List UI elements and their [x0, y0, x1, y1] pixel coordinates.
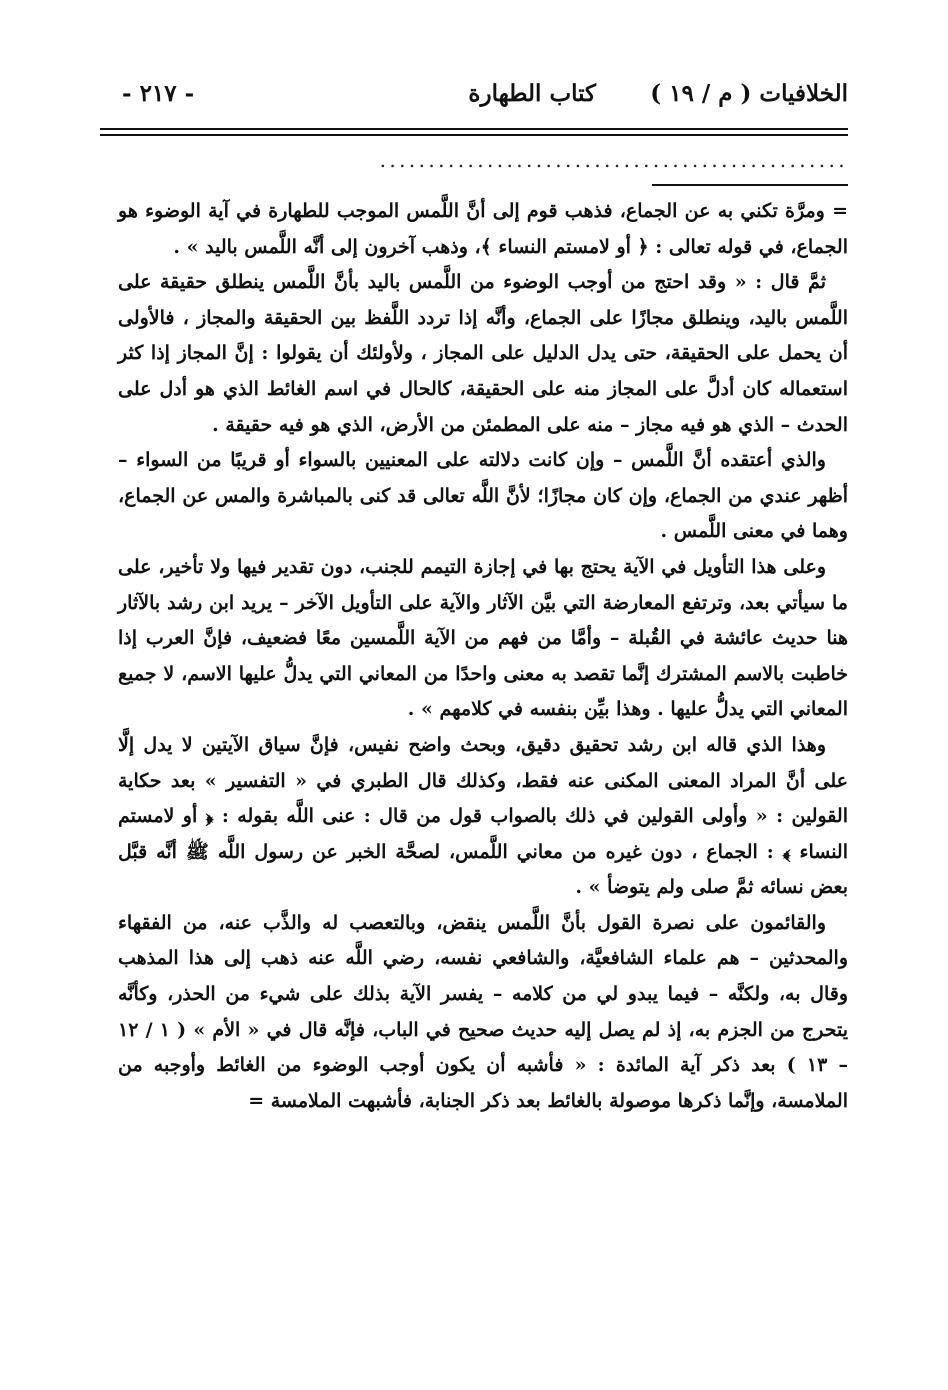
running-title: الخلافيات ( م / ١٩ )	[650, 80, 848, 107]
paragraph: والقائمون على نصرة القول بأنَّ اللَّمس ينقض، وبالتعصب له والذَّب عنه، من الفقهاء والمحدثين – هم علماء الشافعيَّة، والشافعي نفسه، رضي اللَّه عنه ذهب إلى هذا المذهب وقال به، ولكنَّه – فيما يبدو لي من كلامه – يفسر الآية بذلك على شيء من الحذر، وكأنَّه يتحرج من الجزم به، إذ لم يصل إليه حديث صحيح في الباب، فإنَّه قال في « الأم » ( ١ / ١٢ – ١٣ ) بعد ذكر آية المائدة : « فأشبه أن يكون أوجب الوضوء من الغائط وأوجبه من الملامسة، وإنَّما ذكرها موصولة بالغائط بعد ذكر الجنابة، فأشبهت الملامسة =	[118, 911, 849, 1112]
book-page	[118, 72, 848, 1119]
paragraph: = ومرَّة تكني به عن الجماع، فذهب قوم إلى أنَّ اللَّمس الموجب للطهارة في آية الوضوء هو الجماع، في قوله تعالى : ﴿ أو لامستم النساء ﴾، وذهب آخرون إلى أنَّه اللَّمس باليد » .	[118, 200, 848, 258]
paragraph: وهذا الذي قاله ابن رشد تحقيق دقيق، وبحث واضح نفيس، فإنَّ سياق الآيتين لا يدل إلَّا على أنَّ المراد المعنى المكنى عنه فقط، وكذلك قال الطبري في « التفسير » بعد حكاية القولين : « وأولى القولين في ذلك بالصواب قول من قال : عنى اللَّه بقوله : ﴿ أو لامستم النساء ﴾ : الجماع ، دون غيره من معاني اللَّمس، لصحَّة الخبر عن رسول اللَّه ﷺ أنَّه قبَّل بعض نسائه ثمَّ صلى ولم يتوضأ » .	[118, 733, 848, 899]
dotted-separator: ................................................	[379, 148, 848, 172]
page-number: - ٢١٧ -	[122, 80, 195, 107]
paragraph: ثمَّ قال : « وقد احتج من أوجب الوضوء من اللَّمس باليد بأنَّ اللَّمس ينطلق حقيقة على اللَّمس باليد، وينطلق مجازًا على الجماع، وأنَّه إذا تردد اللَّفظ بين الحقيقة والمجاز ، فالأولى أن يحمل على الحقيقة، حتى يدل الدليل على المجاز ، ولأولئك أن يقولوا : إنَّ المجاز إذا كثر استعماله كان أدلَّ على المجاز منه على الحقيقة، كالحال في اسم الغائط الذي هو أدل على الحدث – الذي هو فيه مجاز – منه على المطمئن من الأرض، الذي هو فيه حقيقة .	[118, 271, 848, 436]
footnote-rule	[652, 184, 848, 186]
paragraph: وعلى هذا التأويل في الآية يحتج بها في إجازة التيمم للجنب، دون تقدير فيها ولا تأخير، على ما سيأتي بعد، وترتفع المعارضة التي بيَّن الآثار والآية على التأويل الآخر – يريد ابن رشد بالآثار هنا حديث عائشة في القُبلة – وأمَّا من فهم من الآية اللَّمسين معًا فضعيف، فإنَّ العرب إذا خاطبت بالاسم المشترك إنَّما تقصد به معنى واحدًا من المعاني التي يدلُّ عليها الاسم، لا جميع المعاني التي يدلُّ عليها . وهذا بيِّن بنفسه في كلامهم » .	[118, 555, 848, 721]
header-double-rule	[100, 128, 848, 136]
paragraph: والذي أعتقده أنَّ اللَّمس – وإن كانت دلالته على المعنيين بالسواء أو قريبًا من السواء – أظهر عندي من الجماع، وإن كان مجازًا؛ لأنَّ اللَّه تعالى قد كنى بالمباشرة والمس عن الجماع، وهما في معنى اللَّمس .	[118, 449, 848, 543]
chapter-title: كتاب الطهارة	[468, 80, 596, 107]
page-header	[118, 72, 848, 122]
footnote-text	[118, 194, 848, 1119]
